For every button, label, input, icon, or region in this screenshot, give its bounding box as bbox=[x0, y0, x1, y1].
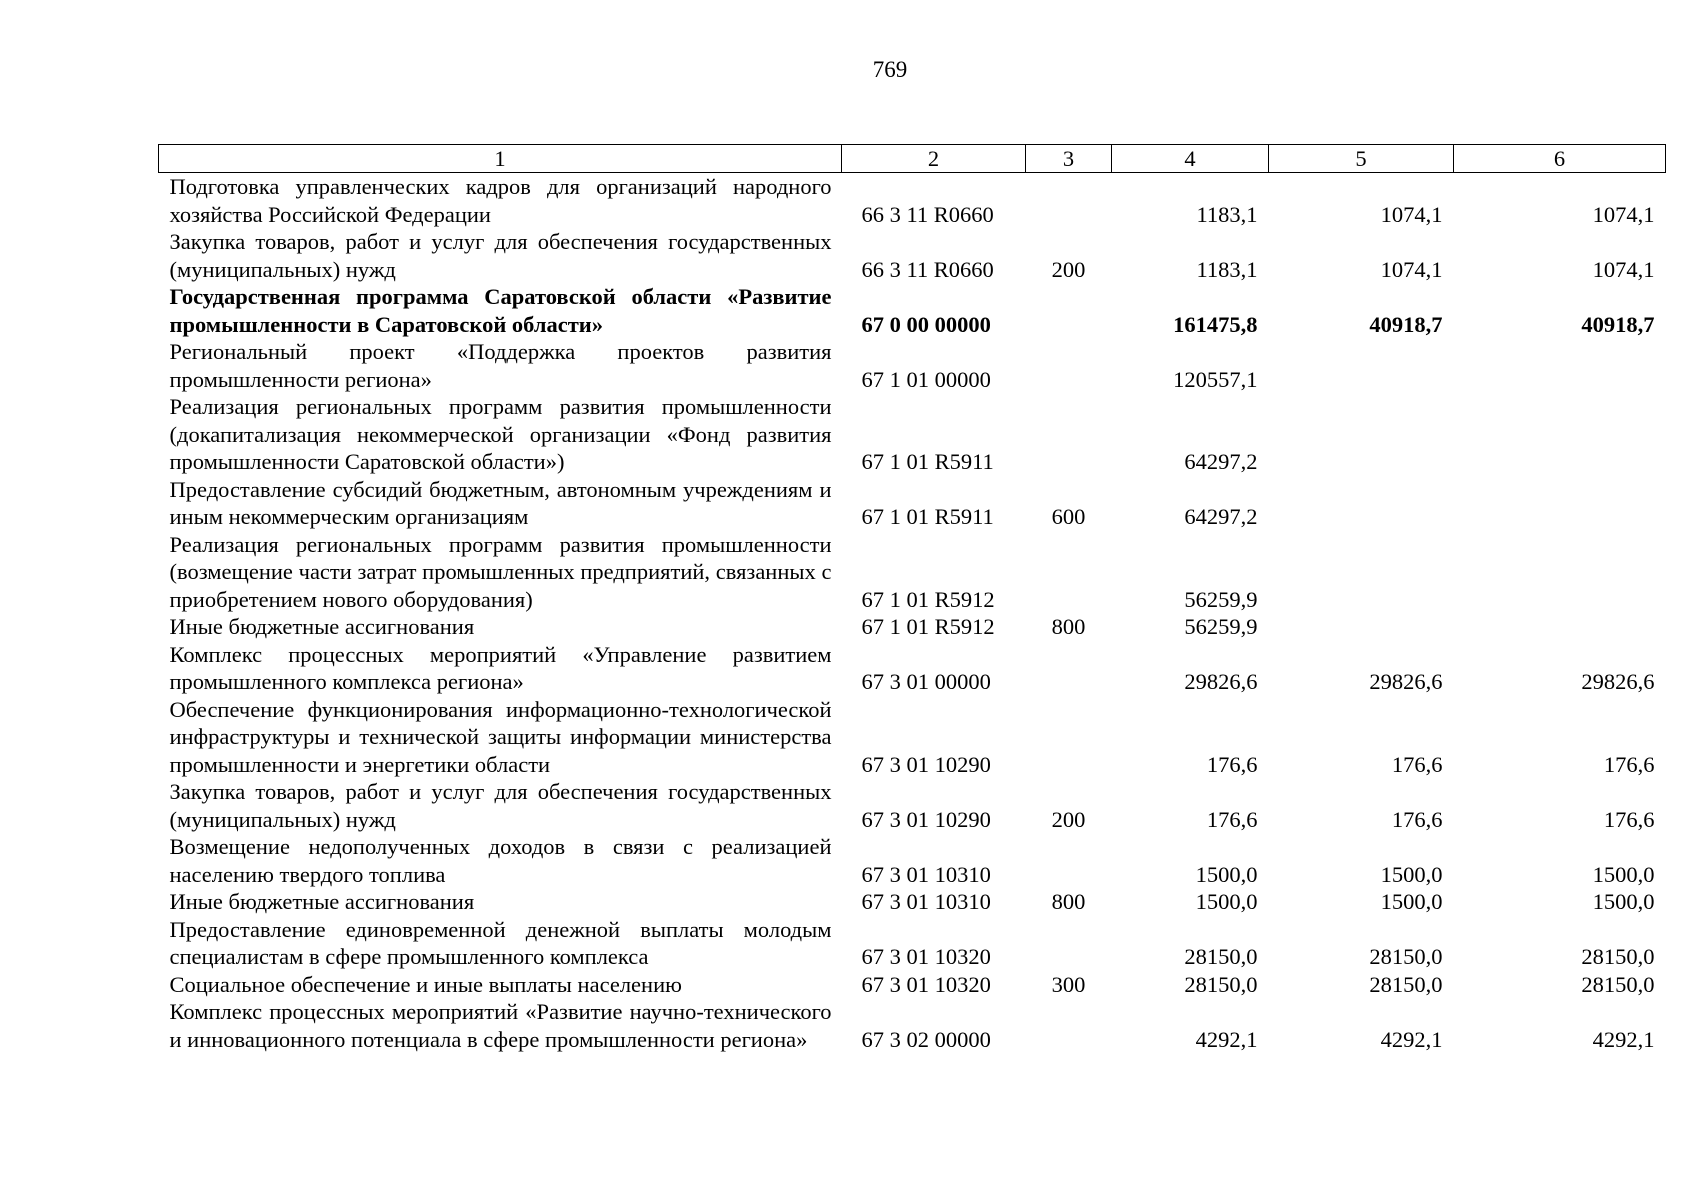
row-code-cell: 67 1 01 R5911 bbox=[861, 504, 994, 529]
row-code-cell: 67 3 01 10320 bbox=[861, 971, 991, 997]
table-row bbox=[159, 228, 1666, 283]
row-value-2026-cell bbox=[1454, 613, 1666, 641]
row-code-cell: 67 0 00 00000 bbox=[861, 311, 991, 337]
row-code-cell: 67 3 01 10320 bbox=[861, 944, 991, 969]
table-row bbox=[159, 283, 1666, 338]
row-value-2026-cell: 1074,1 bbox=[1592, 201, 1655, 227]
table-row bbox=[159, 338, 1666, 393]
row-expense-type-cell bbox=[1026, 173, 1112, 229]
row-code-cell: 67 1 01 R5911 bbox=[861, 449, 994, 474]
row-expense-type-cell bbox=[1026, 696, 1112, 779]
row-value-2025-cell: 28150,0 bbox=[1369, 944, 1443, 969]
row-name-cell: Реализация региональных программ развития промышленности (возмещение части затрат промышленных предприятий, связанных с приобретением нового оборудования) bbox=[169, 531, 832, 612]
row-value-2025-cell bbox=[1269, 393, 1454, 476]
row-expense-type-cell: 300 bbox=[1051, 971, 1086, 997]
row-value-2026-cell: 176,6 bbox=[1603, 751, 1655, 777]
row-value-2025-cell: 29826,6 bbox=[1369, 669, 1443, 694]
table-row bbox=[159, 833, 1666, 888]
row-expense-type-cell bbox=[1026, 916, 1112, 971]
row-name-cell: Региональный проект «Поддержка проектов развития промышленности региона» bbox=[169, 339, 832, 392]
table-row bbox=[159, 971, 1666, 999]
table-row bbox=[159, 531, 1666, 614]
table-row bbox=[159, 888, 1666, 916]
row-value-2026-cell bbox=[1454, 338, 1666, 393]
table-row bbox=[159, 393, 1666, 476]
row-value-2025-cell: 4292,1 bbox=[1380, 1026, 1443, 1052]
row-value-2025-cell bbox=[1269, 338, 1454, 393]
row-value-2024-cell: 4292,1 bbox=[1195, 1026, 1258, 1052]
header-row bbox=[159, 145, 1666, 173]
table-row bbox=[159, 778, 1666, 833]
row-value-2024-cell: 176,6 bbox=[1206, 751, 1258, 777]
row-value-2026-cell: 28150,0 bbox=[1581, 944, 1655, 969]
row-code-cell: 67 3 01 00000 bbox=[861, 669, 991, 694]
row-expense-type-cell: 800 bbox=[1051, 889, 1086, 914]
row-code-cell: 66 3 11 R0660 bbox=[861, 256, 994, 282]
row-name-cell: Предоставление единовременной денежной выплаты молодым специалистам в сфере промышленного комплекса bbox=[169, 916, 832, 969]
row-name-cell: Государственная программа Саратовской области «Развитие промышленности в Саратовской области» bbox=[169, 284, 832, 337]
row-name-cell: Иные бюджетные ассигнования bbox=[169, 889, 475, 914]
table-row bbox=[159, 173, 1666, 229]
row-expense-type-cell: 200 bbox=[1051, 806, 1086, 832]
row-value-2024-cell: 64297,2 bbox=[1184, 504, 1258, 529]
row-value-2024-cell: 28150,0 bbox=[1184, 971, 1258, 997]
row-value-2024-cell: 1183,1 bbox=[1196, 256, 1258, 282]
row-value-2026-cell: 40918,7 bbox=[1581, 311, 1655, 337]
table-body bbox=[159, 173, 1666, 1054]
row-expense-type-cell bbox=[1026, 641, 1112, 696]
row-code-cell: 67 1 01 00000 bbox=[861, 366, 991, 392]
row-name-cell: Предоставление субсидий бюджетным, автономным учреждениям и иным некоммерческим организациям bbox=[169, 476, 832, 529]
row-code-cell: 67 1 01 R5912 bbox=[861, 614, 995, 639]
row-value-2025-cell bbox=[1269, 613, 1454, 641]
row-expense-type-cell bbox=[1026, 833, 1112, 888]
row-name-cell: Подготовка управленческих кадров для организаций народного хозяйства Российской Федерации bbox=[169, 174, 832, 227]
row-name-cell: Обеспечение функционирования информационно-технологической инфраструктуры и технической защиты информации министерства промышленности и энергетики области bbox=[169, 696, 832, 777]
row-code-cell: 67 1 01 R5912 bbox=[861, 586, 995, 612]
row-value-2024-cell: 56259,9 bbox=[1184, 586, 1258, 612]
row-code-cell: 67 3 01 10310 bbox=[861, 889, 991, 914]
row-value-2026-cell: 28150,0 bbox=[1581, 971, 1655, 997]
row-name-cell: Закупка товаров, работ и услуг для обеспечения государственных (муниципальных) нужд bbox=[169, 229, 832, 282]
row-name-cell: Иные бюджетные ассигнования bbox=[169, 614, 475, 639]
row-expense-type-cell bbox=[1026, 338, 1112, 393]
row-value-2025-cell: 1074,1 bbox=[1380, 256, 1443, 282]
row-code-cell: 67 3 01 10290 bbox=[861, 751, 991, 777]
page-number: 769 bbox=[872, 57, 908, 82]
row-value-2026-cell bbox=[1454, 531, 1666, 614]
row-value-2026-cell: 29826,6 bbox=[1581, 669, 1655, 694]
row-value-2025-cell: 1500,0 bbox=[1380, 861, 1443, 887]
row-value-2024-cell: 28150,0 bbox=[1184, 944, 1258, 969]
row-value-2025-cell: 28150,0 bbox=[1369, 971, 1443, 997]
row-name-cell: Комплекс процессных мероприятий «Развитие научно-технического и инновационного потенциала в сфере промышленности региона» bbox=[169, 999, 832, 1052]
row-value-2025-cell: 40918,7 bbox=[1369, 311, 1443, 337]
row-value-2024-cell: 161475,8 bbox=[1173, 311, 1258, 337]
table-row bbox=[159, 641, 1666, 696]
row-value-2024-cell: 1500,0 bbox=[1195, 889, 1258, 914]
row-expense-type-cell bbox=[1026, 283, 1112, 338]
row-expense-type-cell: 200 bbox=[1051, 256, 1086, 282]
table-row bbox=[159, 696, 1666, 779]
header-col-6: 6 bbox=[1454, 145, 1666, 173]
table-row bbox=[159, 613, 1666, 641]
row-code-cell: 67 3 02 00000 bbox=[861, 1026, 991, 1052]
header-col-4: 4 bbox=[1112, 145, 1269, 173]
row-value-2024-cell: 1500,0 bbox=[1195, 861, 1258, 887]
row-name-cell: Социальное обеспечение и иные выплаты населению bbox=[169, 971, 682, 997]
row-value-2025-cell: 1074,1 bbox=[1380, 201, 1443, 227]
row-value-2024-cell: 120557,1 bbox=[1173, 366, 1258, 392]
row-name-cell: Закупка товаров, работ и услуг для обеспечения государственных (муниципальных) нужд bbox=[169, 779, 832, 832]
row-value-2024-cell: 29826,6 bbox=[1184, 669, 1258, 694]
header-col-3: 3 bbox=[1026, 145, 1112, 173]
row-value-2025-cell bbox=[1269, 531, 1454, 614]
table-row bbox=[159, 998, 1666, 1053]
row-value-2025-cell: 176,6 bbox=[1391, 751, 1443, 777]
table-row bbox=[159, 916, 1666, 971]
table-row bbox=[159, 476, 1666, 531]
header-col-1: 1 bbox=[159, 145, 842, 173]
row-value-2025-cell: 1500,0 bbox=[1380, 889, 1443, 914]
row-expense-type-cell bbox=[1026, 393, 1112, 476]
row-value-2026-cell bbox=[1454, 476, 1666, 531]
budget-table bbox=[158, 144, 1666, 1053]
table-header bbox=[159, 145, 1666, 173]
row-value-2024-cell: 176,6 bbox=[1206, 806, 1258, 832]
row-name-cell: Комплекс процессных мероприятий «Управление развитием промышленного комплекса региона» bbox=[169, 641, 832, 694]
row-expense-type-cell: 600 bbox=[1051, 504, 1086, 529]
row-code-cell: 67 3 01 10290 bbox=[861, 806, 991, 832]
row-value-2024-cell: 56259,9 bbox=[1184, 614, 1258, 639]
row-value-2025-cell: 176,6 bbox=[1391, 806, 1443, 832]
row-code-cell: 67 3 01 10310 bbox=[861, 861, 991, 887]
row-code-cell: 66 3 11 R0660 bbox=[861, 201, 994, 227]
row-value-2026-cell: 1074,1 bbox=[1592, 256, 1655, 282]
row-expense-type-cell bbox=[1026, 998, 1112, 1053]
row-value-2026-cell: 1500,0 bbox=[1592, 889, 1655, 914]
row-value-2026-cell: 4292,1 bbox=[1592, 1026, 1655, 1052]
row-expense-type-cell: 800 bbox=[1051, 614, 1086, 639]
row-value-2026-cell: 1500,0 bbox=[1592, 861, 1655, 887]
row-value-2025-cell bbox=[1269, 476, 1454, 531]
row-name-cell: Возмещение недополученных доходов в связи с реализацией населению твердого топлива bbox=[169, 834, 832, 887]
row-value-2026-cell bbox=[1454, 393, 1666, 476]
row-value-2024-cell: 1183,1 bbox=[1196, 201, 1258, 227]
header-col-2: 2 bbox=[842, 145, 1026, 173]
row-name-cell: Реализация региональных программ развития промышленности (докапитализация некоммерческой организации «Фонд развития промышленности Саратовской области») bbox=[169, 394, 832, 474]
row-expense-type-cell bbox=[1026, 531, 1112, 614]
header-col-5: 5 bbox=[1269, 145, 1454, 173]
row-value-2024-cell: 64297,2 bbox=[1184, 449, 1258, 474]
row-value-2026-cell: 176,6 bbox=[1603, 806, 1655, 832]
